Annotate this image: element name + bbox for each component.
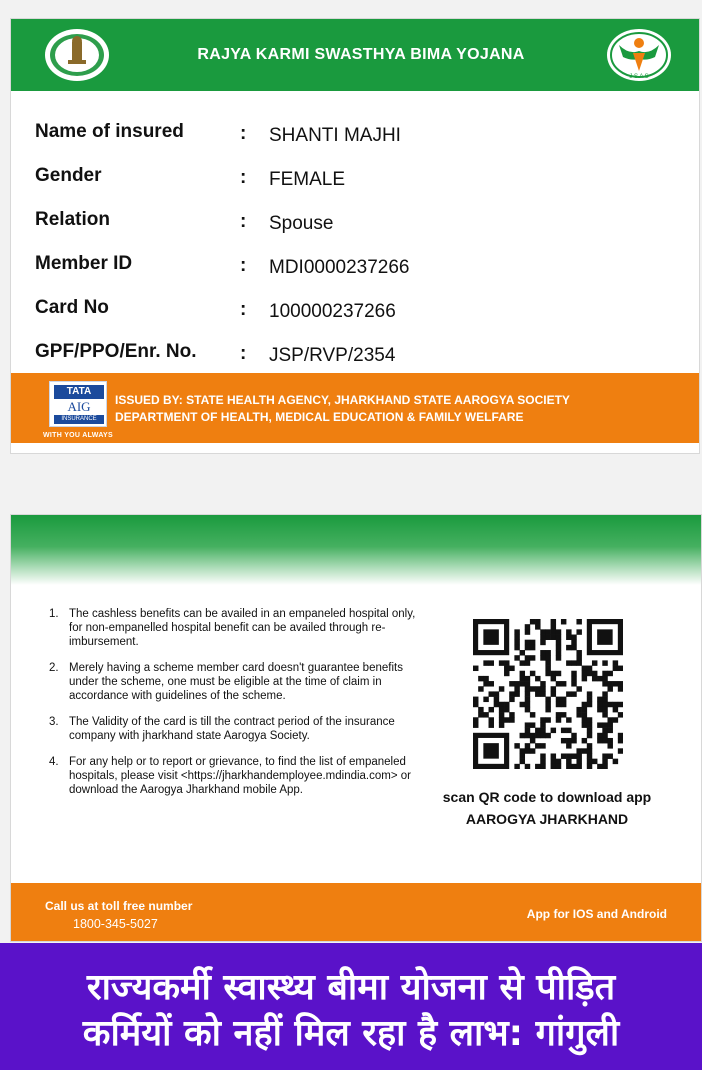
field-colon: : xyxy=(240,255,247,276)
headline-line-2: कर्मियों को नहीं मिल रहा है लाभ: गांगुली xyxy=(82,1013,620,1054)
department-line: DEPARTMENT OF HEALTH, MEDICAL EDUCATION & FAMILY WELFARE xyxy=(115,410,524,424)
card-back-footer xyxy=(11,883,701,942)
terms-list xyxy=(49,607,429,809)
term-number: 3. xyxy=(49,716,59,728)
member-id-value: MDI0000237266 xyxy=(269,257,410,278)
toll-free-label: Call us at toll free number xyxy=(45,899,193,913)
field-colon: : xyxy=(240,343,247,364)
insurance-card-back xyxy=(10,514,702,942)
field-row-relation xyxy=(35,203,675,247)
term-number: 4. xyxy=(49,756,59,768)
field-label: Gender xyxy=(35,165,102,186)
headline-banner xyxy=(0,943,702,1070)
field-row-card-no xyxy=(35,291,675,335)
card-front-footer xyxy=(11,373,699,443)
tata-logo-text: TATA xyxy=(54,385,104,399)
gpf-value: JSP/RVP/2354 xyxy=(269,345,396,366)
relation-value: Spouse xyxy=(269,213,334,234)
field-label: GPF/PPO/Enr. No. xyxy=(35,341,197,362)
term-number: 1. xyxy=(49,608,59,620)
insurance-card-front xyxy=(10,18,700,454)
jharkhand-emblem-icon xyxy=(43,27,111,83)
field-colon: : xyxy=(240,123,247,144)
app-platforms-label: App for IOS and Android xyxy=(526,907,667,921)
headline-line-1: राज्यकर्मी स्वास्थ्य बीमा योजना से पीड़ित xyxy=(86,967,616,1008)
tata-aig-logo xyxy=(49,381,107,427)
term-item xyxy=(49,715,429,743)
term-text: Merely having a scheme member card doesn't guarantee benefits under the scheme, one must be eligible at the time of claim in accordance with guidelines of the scheme. xyxy=(69,662,403,702)
term-text: The cashless benefits can be availed in an empaneled hospital only, for non-empanelled hospital benefit can be availed through re-imbursement. xyxy=(69,608,416,648)
field-row-name xyxy=(35,115,675,159)
term-item xyxy=(49,661,429,703)
toll-free-number[interactable]: 1800-345-5027 xyxy=(73,917,158,931)
field-colon: : xyxy=(240,299,247,320)
qr-caption: scan QR code to download app xyxy=(442,789,652,805)
aig-logo-text: AIG xyxy=(54,399,104,415)
field-label: Member ID xyxy=(35,253,133,274)
svg-text:J S A S: J S A S xyxy=(629,74,649,80)
term-number: 2. xyxy=(49,662,59,674)
card-front-header xyxy=(11,19,699,91)
jsas-logo-icon xyxy=(605,27,673,83)
card-back-header xyxy=(11,515,701,585)
field-label: Relation xyxy=(35,209,110,230)
insurer-tagline: WITH YOU ALWAYS xyxy=(43,432,113,439)
issued-by-line: ISSUED BY: STATE HEALTH AGENCY, JHARKHAND STATE AAROGYA SOCIETY xyxy=(115,393,570,407)
term-item xyxy=(49,755,429,797)
field-colon: : xyxy=(240,167,247,188)
term-text: The Validity of the card is till the contract period of the insurance company with jharkhand state Aarogya Society. xyxy=(69,716,395,742)
qr-code-icon[interactable] xyxy=(473,619,623,769)
scheme-title: RAJYA KARMI SWASTHYA BIMA YOJANA xyxy=(197,46,525,63)
term-text: For any help or to report or grievance, to find the list of empaneled hospitals, please visit <https://jharkhandemployee.mdindia.com> or download the Aarogya Jharkhand mobile App. xyxy=(69,756,411,796)
member-details xyxy=(35,115,675,379)
app-name: AAROGYA JHARKHAND xyxy=(465,811,629,827)
term-item xyxy=(49,607,429,649)
field-row-member-id xyxy=(35,247,675,291)
insurance-logo-text: INSURANCE xyxy=(54,415,104,424)
insured-name-value: SHANTI MAJHI xyxy=(269,125,401,146)
gender-value: FEMALE xyxy=(269,169,346,190)
field-colon: : xyxy=(240,211,247,232)
card-no-value: 100000237266 xyxy=(269,301,396,322)
field-label: Name of insured xyxy=(35,121,184,142)
field-row-gender xyxy=(35,159,675,203)
field-label: Card No xyxy=(35,297,109,318)
